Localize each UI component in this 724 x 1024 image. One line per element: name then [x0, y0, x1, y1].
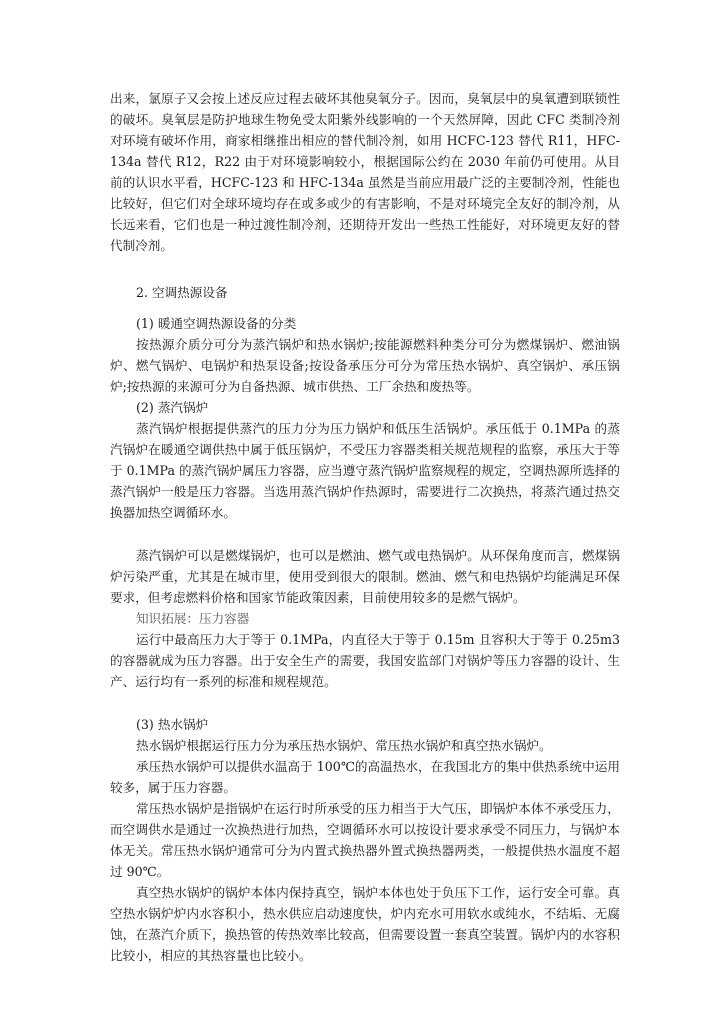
hot-water-boiler-paragraph-4: 真空热水锅炉的锅炉本体内保持真空，锅炉本体也处于负压下工作，运行安全可靠。真空热水锅炉炉内水容积小，热水供应启动速度快，炉内充水可用软水或纯水，不结垢、无腐蚀，在蒸汽介质下，换热管的传热效率比较高，但需要设置一套真空装置。锅炉内的水容积比较小，相应的其热容量也比较小。 — [110, 885, 620, 963]
knowledge-extension-label: 知识拓展：压力容器 — [136, 611, 250, 626]
spacer — [110, 256, 620, 282]
classification-paragraph: 按热源介质分可分为蒸汽锅炉和热水锅炉;按能源燃料种类分可分为燃煤锅炉、燃油锅炉、燃气锅炉、电锅炉和热泵设备;按设备承压分可分为常压热水锅炉、真空锅炉、承压锅炉;按热源的来源可分为自备热源、城市供热、工厂余热和废热等。 — [110, 337, 620, 394]
document-page — [110, 88, 620, 966]
section-heading: 2. 空调热源设备 — [136, 285, 228, 300]
spacer — [110, 523, 620, 545]
subsection-heading-hot-water-boiler: (3) 热水锅炉 — [136, 717, 209, 732]
spacer — [110, 692, 620, 714]
hot-water-boiler-paragraph-2: 承压热水锅炉可以提供水温高于 100℃的高温热水，在我国北方的集中供热系统中运用较多，属于压力容器。 — [110, 759, 620, 795]
spacer — [110, 303, 620, 313]
subsection-heading-steam-boiler: (2) 蒸汽锅炉 — [136, 400, 209, 415]
subsection-heading-classification: (1) 暖通空调热源设备的分类 — [136, 316, 297, 331]
hot-water-boiler-paragraph-3: 常压热水锅炉是指锅炉在运行时所承受的压力相当于大气压，即锅炉本体不承受压力，而空调供水是通过一次换热进行加热，空调循环水可以按设计要求承受不同压力，与锅炉本体无关。常压热水锅炉通常可分为内置式换热器外置式换热器两类，一般提供热水温度不超过 90℃。 — [110, 801, 620, 879]
hot-water-boiler-paragraph-1: 热水锅炉根据运行压力分为承压热水锅炉、常压热水锅炉和真空热水锅炉。 — [136, 738, 552, 753]
intro-paragraph: 出来，氯原子又会按上述反应过程去破坏其他臭氧分子。因而，臭氧层中的臭氧遭到联锁性的破坏。臭氧层是防护地球生物免受太阳紫外线影响的一个天然屏障，因此 CFC 类制冷剂对环境有破坏作用，商家相继推出相应的替代制冷剂，如用 HCFC-123 替代 R11，HFC-134a 替代 R12，R22 由于对环境影响较小，根据国际公约在 2030 年前仍可使用。从目前的认识水平看，HCFC-123 和 HFC-134a 虽然是当前应用最广泛的主要制冷剂，性能也比较好，但它们对全球环境均存在或多或少的有害影响，不是对环境完全友好的制冷剂，从长远来看，它们也是一种过渡性制冷剂，还期待开发出一些热工性能好，对环境更友好的替代制冷剂。 — [110, 91, 620, 253]
pressure-vessel-paragraph: 运行中最高压力大于等于 0.1MPa，内直径大于等于 0.15m 且容积大于等于 0.25m3 的容器就成为压力容器。出于安全生产的需要，我国安监部门对锅炉等压力容器的设计、生产、运行均有一系列的标准和规程规范。 — [110, 632, 620, 689]
steam-boiler-paragraph-2: 蒸汽锅炉可以是燃煤锅炉，也可以是燃油、燃气或电热锅炉。从环保角度而言，燃煤锅炉污染严重，尤其是在城市里，使用受到很大的限制。燃油、燃气和电热锅炉均能满足环保要求，但考虑燃料价格和国家节能政策因素，目前使用较多的是燃气锅炉。 — [110, 548, 620, 605]
steam-boiler-paragraph-1: 蒸汽锅炉根据提供蒸汽的压力分为压力锅炉和低压生活锅炉。承压低于 0.1MPa 的蒸汽锅炉在暖通空调供热中属于低压锅炉，不受压力容器类相关规范规程的监察，承压大于等于 0.1MPa 的蒸汽锅炉属压力容器，应当遵守蒸汽锅炉监察规程的规定，空调热源所选择的蒸汽锅炉一般是压力容器。当选用蒸汽锅炉作热源时，需要进行二次换热，将蒸汽通过热交换器加热空调循环水。 — [110, 421, 620, 520]
